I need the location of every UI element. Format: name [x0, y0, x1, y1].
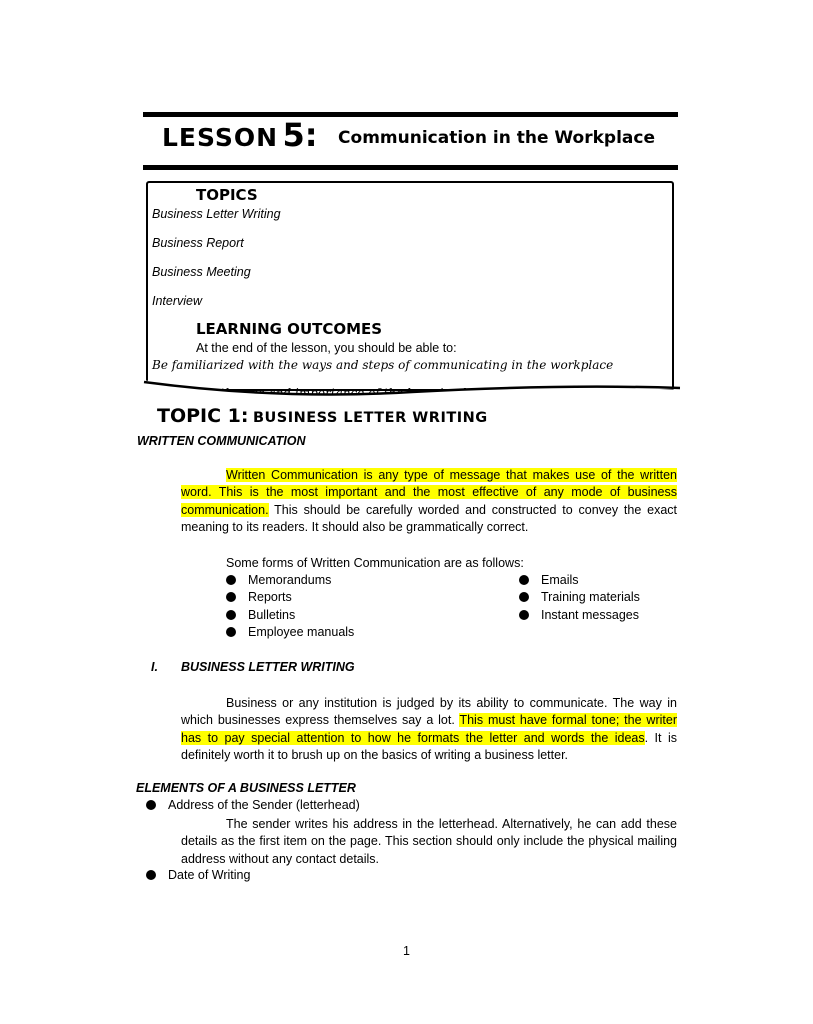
forms-intro: Some forms of Written Communication are as follows: [226, 556, 524, 570]
element-description: The sender writes his address in the letterhead. Alternatively, he can add these details as the first item on the page. This section should only include the physical mailing address without any contact details. [181, 817, 677, 866]
list-item: Employee manuals [226, 625, 354, 639]
topics-heading: TOPICS [196, 186, 258, 204]
bullet-icon [226, 575, 236, 585]
lesson-title [162, 116, 655, 154]
business-letter-paragraph: Business or any institution is judged by its ability to communicate. The way in which businesses express themselves say a lot. This must have formal tone; the writer has to pay special attention to how he formats the letter and words the ideas. It is definitely worth it to brush up on the basics of writing a business letter. [181, 696, 677, 763]
page-number: 1 [403, 944, 410, 958]
topic-label: TOPIC 1: [157, 405, 249, 427]
section-heading: WRITTEN COMMUNICATION [137, 434, 306, 448]
lesson-number: 5: [282, 116, 318, 154]
topics-outcomes-box [146, 181, 674, 391]
box-bottom-edge [140, 378, 685, 400]
list-item: Reports [226, 590, 292, 604]
topic-heading [157, 405, 488, 427]
topic-item: Business Letter Writing [152, 207, 281, 221]
topic-item: Business Meeting [152, 265, 251, 279]
outcome-item: Be familiarized with the ways and steps of communicating in the workplace [152, 358, 614, 372]
section-heading: BUSINESS LETTER WRITING [181, 660, 355, 674]
list-item: Bulletins [226, 608, 295, 622]
topic-item: Business Report [152, 236, 244, 250]
list-item: Training materials [519, 590, 640, 604]
outcomes-heading: LEARNING OUTCOMES [196, 320, 383, 338]
list-item: Emails [519, 573, 579, 587]
list-item: Date of Writing [146, 868, 250, 882]
bullet-icon [226, 592, 236, 602]
section-numeral: I. [151, 660, 158, 674]
outcomes-intro: At the end of the lesson, you should be able to: [196, 341, 457, 355]
topic-title: BUSINESS LETTER WRITING [252, 410, 488, 426]
section-heading: ELEMENTS OF A BUSINESS LETTER [136, 781, 356, 795]
list-item: Instant messages [519, 608, 639, 622]
bullet-icon [519, 592, 529, 602]
topic-item: Interview [152, 294, 203, 308]
bullet-icon [146, 870, 156, 880]
lesson-subtitle: Communication in the Workplace [338, 128, 655, 148]
list-item: Memorandums [226, 573, 331, 587]
highlighted-text: This must have formal tone; the writer has to pay special attention to how he formats the letter and words the ideas [181, 713, 677, 745]
bullet-icon [226, 610, 236, 620]
paragraph-text: This should be carefully worded and constructed to convey the exact meaning to its readers. It should also be grammatically correct. [181, 502, 677, 535]
header-bottom-rule [143, 165, 678, 170]
lesson-word: LESSON [162, 123, 279, 152]
bullet-icon [519, 610, 529, 620]
list-item: Address of the Sender (letterhead) [146, 798, 360, 812]
bullet-icon [226, 627, 236, 637]
highlighted-text: Written Communication is any type of message that makes use of the written word. This is the most important and the most effective of any mode of business communication. [181, 468, 677, 517]
bullet-icon [519, 575, 529, 585]
bullet-icon [146, 800, 156, 810]
written-comm-paragraph [181, 467, 677, 537]
